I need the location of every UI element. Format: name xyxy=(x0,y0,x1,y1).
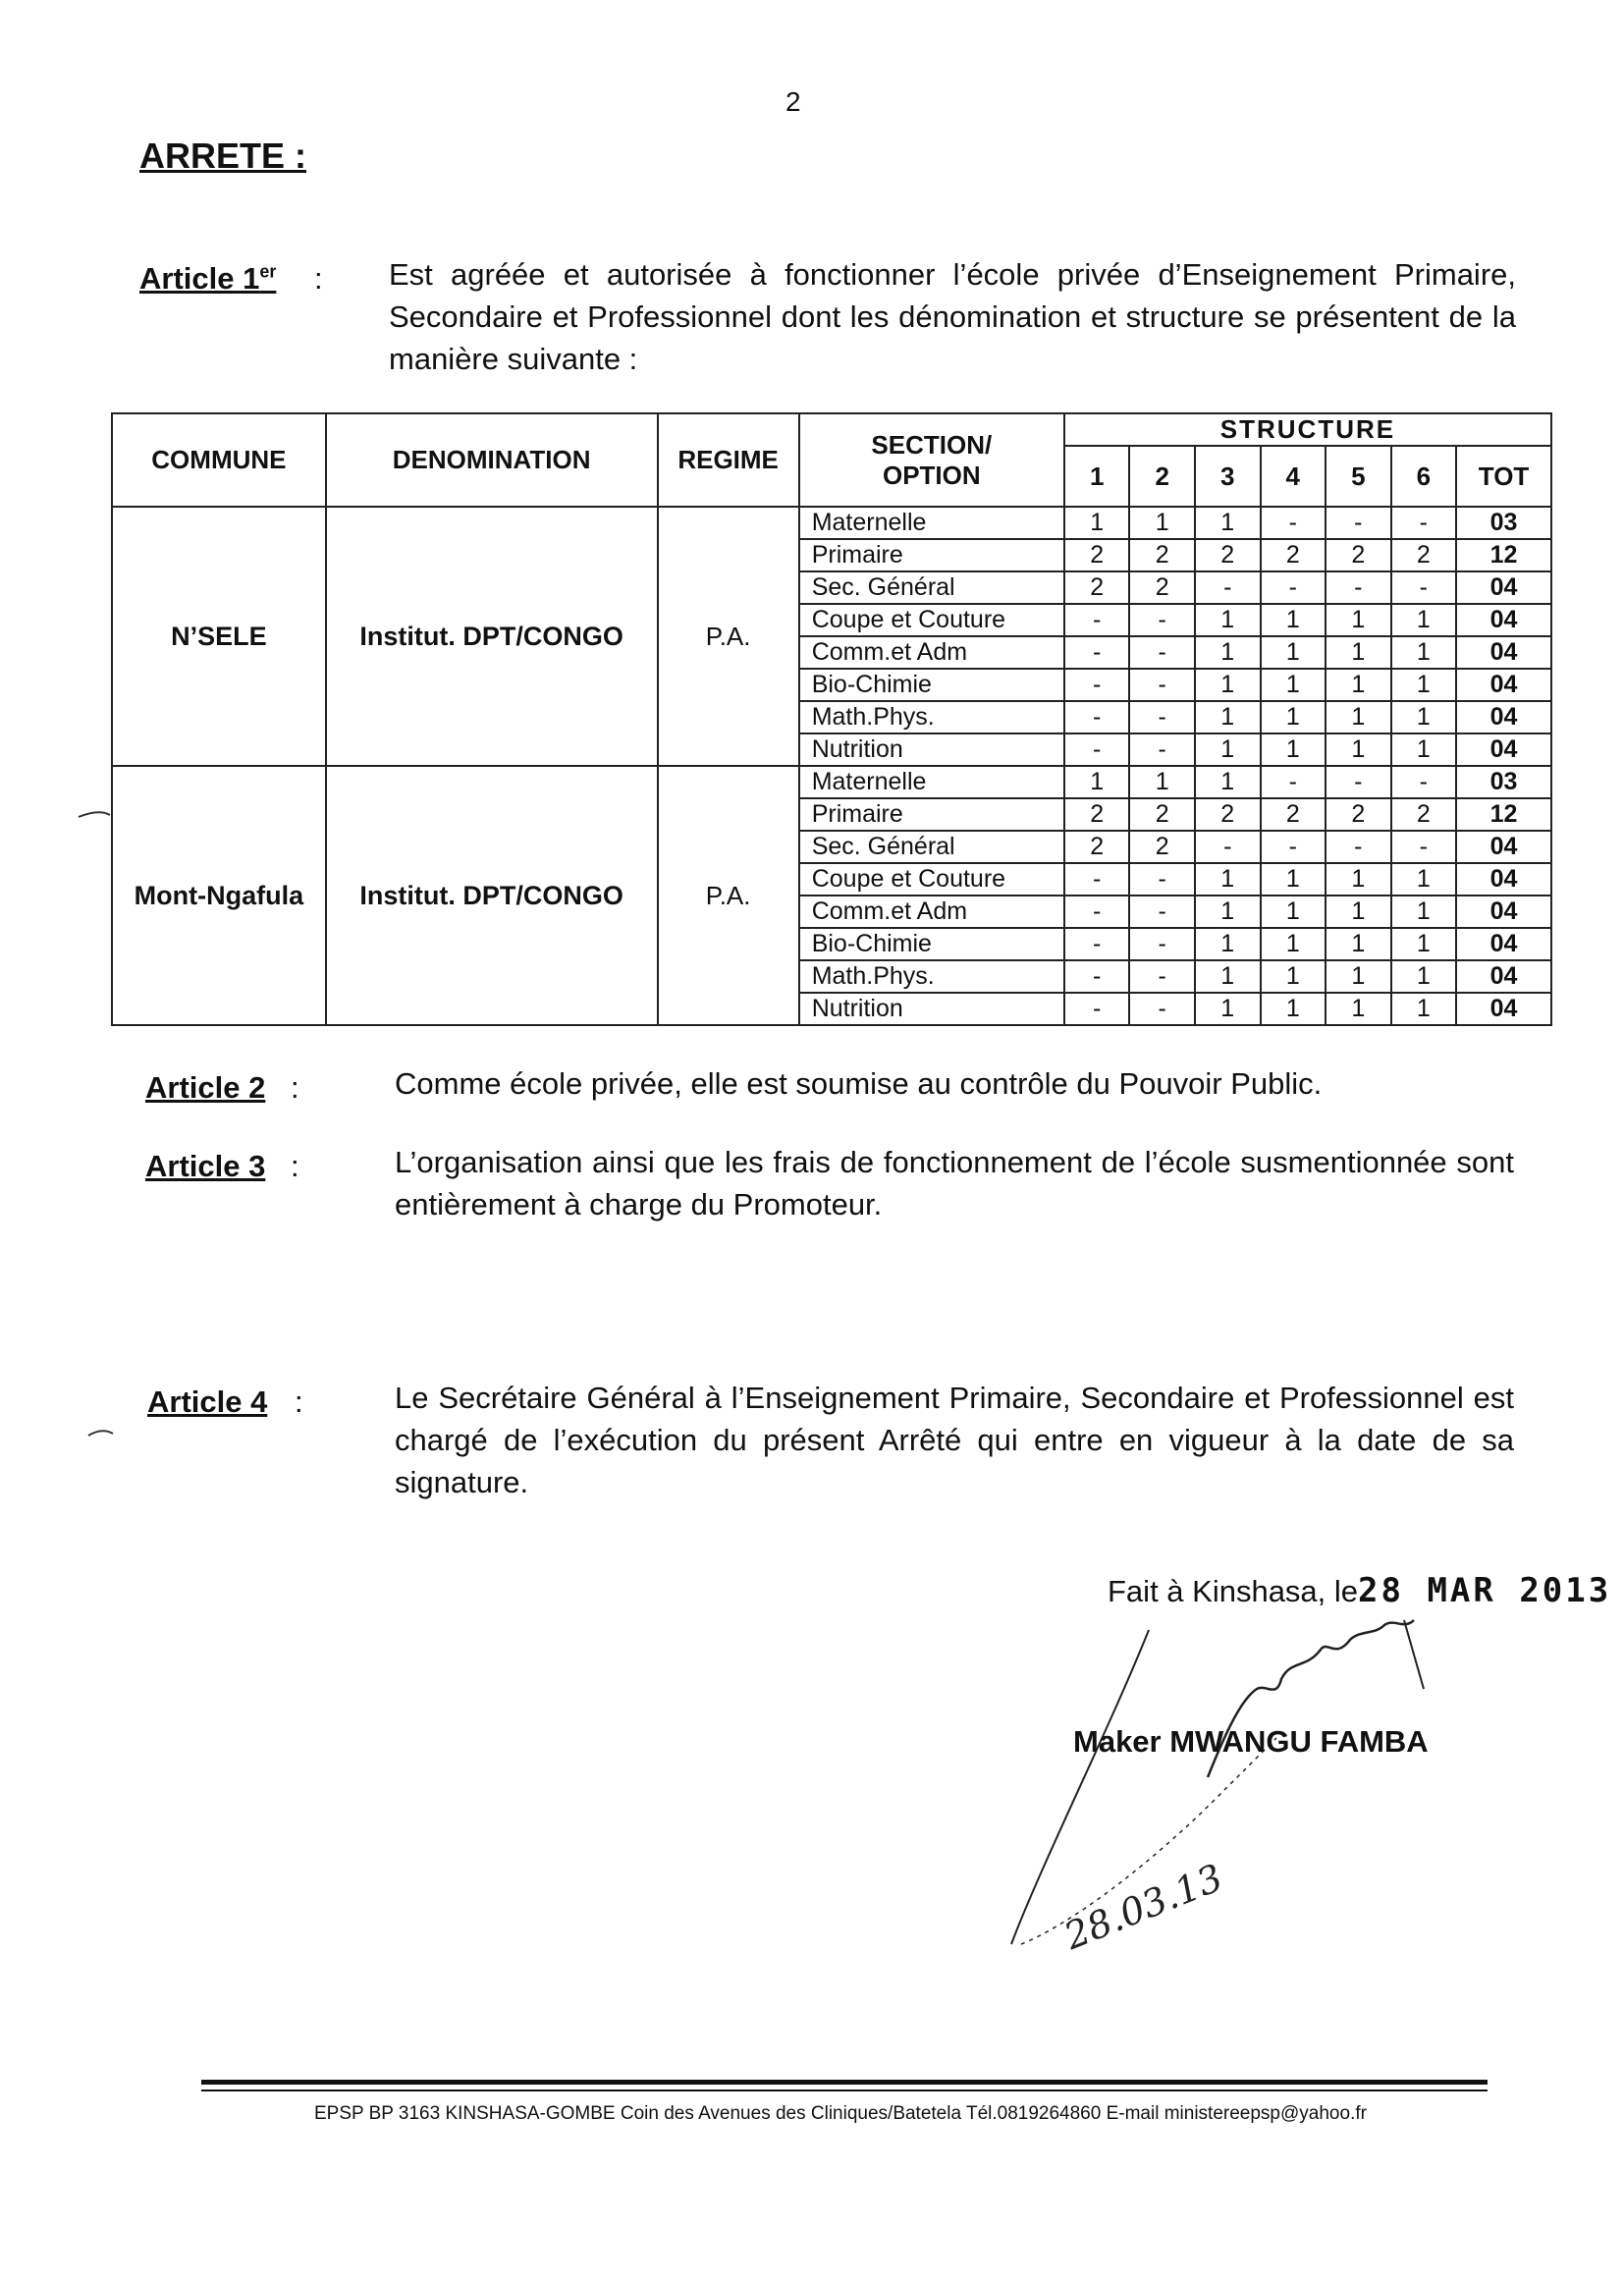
structure-value-cell: 1 xyxy=(1195,669,1261,701)
footer-rule-thin xyxy=(201,2090,1488,2091)
total-cell: 04 xyxy=(1456,831,1551,863)
structure-value-cell: - xyxy=(1064,733,1130,766)
total-cell: 04 xyxy=(1456,701,1551,733)
structure-value-cell: 1 xyxy=(1195,733,1261,766)
page-number: 2 xyxy=(785,86,801,117)
section-option-cell: Bio-Chimie xyxy=(799,669,1064,701)
total-cell: 04 xyxy=(1456,669,1551,701)
section-option-cell: Sec. Général xyxy=(799,571,1064,604)
margin-mark xyxy=(79,812,110,817)
structure-value-cell: 2 xyxy=(1326,539,1391,571)
signature-tick-stroke xyxy=(1404,1620,1424,1689)
article-4-text: Le Secrétaire Général à l’Enseignement Primaire, Secondaire et Professionnel est chargé de l’exécution du présent Arrêté qui entre en vigueur à la date de sa signature. xyxy=(395,1381,1514,1499)
section-option-cell: Primaire xyxy=(799,539,1064,571)
article-4-colon: : xyxy=(295,1384,303,1419)
structure-value-cell: 1 xyxy=(1391,733,1457,766)
article-2-text: Comme école privée, elle est soumise au contrôle du Pouvoir Public. xyxy=(395,1066,1323,1101)
structure-value-cell: 1 xyxy=(1261,701,1326,733)
structure-value-cell: - xyxy=(1064,701,1130,733)
article-3-colon: : xyxy=(291,1149,299,1183)
structure-value-cell: - xyxy=(1064,896,1130,928)
section-option-cell: Primaire xyxy=(799,798,1064,831)
place-and-date xyxy=(1108,1571,1611,1610)
header-col-4: 4 xyxy=(1261,446,1326,507)
structure-value-cell: 1 xyxy=(1326,636,1391,669)
structure-value-cell: 1 xyxy=(1195,766,1261,798)
total-cell: 04 xyxy=(1456,960,1551,993)
section-option-cell: Comm.et Adm xyxy=(799,636,1064,669)
total-cell: 04 xyxy=(1456,636,1551,669)
header-col-2: 2 xyxy=(1129,446,1195,507)
structure-value-cell: 1 xyxy=(1326,993,1391,1025)
structure-value-cell: - xyxy=(1326,571,1391,604)
article-2-colon: : xyxy=(291,1070,299,1105)
structure-value-cell: - xyxy=(1391,571,1457,604)
structure-value-cell: 1 xyxy=(1326,701,1391,733)
article-1-text: Est agréée et autorisée à fonctionner l’école privée d’Enseignement Primaire, Secondaire et Professionnel dont les dénomination et structure se présentent de la manière suivante : xyxy=(389,257,1516,376)
commune-cell: Mont-Ngafula xyxy=(112,766,326,1025)
total-cell: 04 xyxy=(1456,928,1551,960)
section-option-cell: Comm.et Adm xyxy=(799,896,1064,928)
structure-value-cell: 1 xyxy=(1391,669,1457,701)
structure-value-cell: 1 xyxy=(1064,766,1130,798)
section-option-cell: Nutrition xyxy=(799,993,1064,1025)
structure-value-cell: 1 xyxy=(1195,863,1261,896)
structure-value-cell: - xyxy=(1129,896,1195,928)
regime-cell: P.A. xyxy=(658,766,799,1025)
section-option-cell: Sec. Général xyxy=(799,831,1064,863)
structure-value-cell: 1 xyxy=(1195,993,1261,1025)
structure-value-cell: 1 xyxy=(1195,896,1261,928)
structure-value-cell: - xyxy=(1064,993,1130,1025)
structure-value-cell: 2 xyxy=(1391,798,1457,831)
structure-value-cell: 1 xyxy=(1195,960,1261,993)
structure-value-cell: - xyxy=(1326,507,1391,539)
article-3-text: L’organisation ainsi que les frais de fonctionnement de l’école susmentionnée sont entièrement à charge du Promoteur. xyxy=(395,1145,1514,1221)
structure-value-cell: - xyxy=(1129,733,1195,766)
place-prefix: Fait à Kinshasa, le xyxy=(1108,1574,1359,1608)
structure-value-cell: 2 xyxy=(1391,539,1457,571)
structure-value-cell: - xyxy=(1391,766,1457,798)
structure-value-cell: 2 xyxy=(1261,798,1326,831)
structure-value-cell: 1 xyxy=(1261,896,1326,928)
footer-rule xyxy=(201,2080,1488,2085)
structure-value-cell: - xyxy=(1064,928,1130,960)
structure-value-cell: - xyxy=(1195,571,1261,604)
total-cell: 04 xyxy=(1456,604,1551,636)
structure-value-cell: 1 xyxy=(1195,636,1261,669)
total-cell: 04 xyxy=(1456,733,1551,766)
total-cell: 04 xyxy=(1456,571,1551,604)
structure-value-cell: 2 xyxy=(1064,539,1130,571)
structure-value-cell: 1 xyxy=(1391,896,1457,928)
structure-value-cell: - xyxy=(1326,831,1391,863)
header-structure: STRUCTURE xyxy=(1064,413,1551,446)
structure-value-cell: 1 xyxy=(1326,863,1391,896)
structure-value-cell: 1 xyxy=(1261,669,1326,701)
structure-value-cell: - xyxy=(1129,636,1195,669)
footer-address: EPSP BP 3163 KINSHASA-GOMBE Coin des Avenues des Cliniques/Batetela Tél.0819264860 E-mail ministereepsp@yahoo.fr xyxy=(314,2103,1367,2124)
header-col-6: 6 xyxy=(1391,446,1457,507)
header-section-option xyxy=(799,413,1064,507)
section-option-cell: Maternelle xyxy=(799,507,1064,539)
section-option-cell: Maternelle xyxy=(799,766,1064,798)
section-option-cell: Math.Phys. xyxy=(799,960,1064,993)
total-cell: 04 xyxy=(1456,863,1551,896)
structure-value-cell: - xyxy=(1064,604,1130,636)
section-option-cell: Bio-Chimie xyxy=(799,928,1064,960)
total-cell: 03 xyxy=(1456,507,1551,539)
structure-value-cell: 1 xyxy=(1261,928,1326,960)
regime-cell: P.A. xyxy=(658,507,799,766)
structure-value-cell: - xyxy=(1064,636,1130,669)
structure-value-cell: 1 xyxy=(1261,863,1326,896)
header-col-5: 5 xyxy=(1326,446,1391,507)
table-row xyxy=(112,766,1551,798)
structure-value-cell: 2 xyxy=(1195,539,1261,571)
structure-value-cell: 1 xyxy=(1261,604,1326,636)
structure-table-body xyxy=(112,507,1551,1025)
header-col-3: 3 xyxy=(1195,446,1261,507)
structure-value-cell: 1 xyxy=(1195,701,1261,733)
structure-value-cell: 1 xyxy=(1391,604,1457,636)
header-section-line2: OPTION xyxy=(882,460,981,490)
structure-value-cell: - xyxy=(1064,669,1130,701)
structure-value-cell: - xyxy=(1064,863,1130,896)
total-cell: 12 xyxy=(1456,798,1551,831)
margin-mark xyxy=(88,1431,113,1436)
structure-value-cell: 2 xyxy=(1064,571,1130,604)
structure-value-cell: - xyxy=(1129,960,1195,993)
structure-value-cell: 2 xyxy=(1326,798,1391,831)
structure-value-cell: - xyxy=(1129,928,1195,960)
structure-value-cell: 2 xyxy=(1129,571,1195,604)
header-commune: COMMUNE xyxy=(112,413,326,507)
structure-value-cell: 1 xyxy=(1326,669,1391,701)
date-stamp: 28 MAR 2013 xyxy=(1358,1571,1612,1610)
structure-value-cell: 1 xyxy=(1261,733,1326,766)
structure-value-cell: 1 xyxy=(1391,928,1457,960)
structure-value-cell: 2 xyxy=(1261,539,1326,571)
structure-value-cell: - xyxy=(1195,831,1261,863)
header-regime: REGIME xyxy=(658,413,799,507)
structure-value-cell: - xyxy=(1261,766,1326,798)
total-cell: 12 xyxy=(1456,539,1551,571)
structure-value-cell: 1 xyxy=(1326,733,1391,766)
structure-value-cell: - xyxy=(1326,766,1391,798)
denomination-cell: Institut. DPT/CONGO xyxy=(326,766,658,1025)
article-2-label: Article 2 xyxy=(145,1070,266,1105)
handwritten-date: 28.03.13 xyxy=(1057,1855,1229,1959)
structure-value-cell: 1 xyxy=(1261,993,1326,1025)
section-option-cell: Math.Phys. xyxy=(799,701,1064,733)
structure-value-cell: 1 xyxy=(1195,507,1261,539)
total-cell: 04 xyxy=(1456,896,1551,928)
structure-value-cell: 2 xyxy=(1064,798,1130,831)
article-4-label: Article 4 xyxy=(147,1384,268,1419)
structure-value-cell: 1 xyxy=(1195,928,1261,960)
structure-value-cell: 1 xyxy=(1064,507,1130,539)
structure-value-cell: 1 xyxy=(1326,604,1391,636)
commune-cell: N’SELE xyxy=(112,507,326,766)
total-cell: 04 xyxy=(1456,993,1551,1025)
structure-value-cell: 1 xyxy=(1195,604,1261,636)
structure-value-cell: 2 xyxy=(1195,798,1261,831)
structure-value-cell: - xyxy=(1129,863,1195,896)
header-section-line1: SECTION/ xyxy=(871,429,993,460)
structure-value-cell: 1 xyxy=(1129,766,1195,798)
header-col-1: 1 xyxy=(1064,446,1130,507)
article-3-label: Article 3 xyxy=(145,1149,266,1183)
structure-value-cell: 2 xyxy=(1129,831,1195,863)
section-option-cell: Coupe et Couture xyxy=(799,604,1064,636)
header-denomination: DENOMINATION xyxy=(326,413,658,507)
structure-value-cell: 2 xyxy=(1129,539,1195,571)
structure-value-cell: - xyxy=(1129,669,1195,701)
structure-value-cell: 2 xyxy=(1129,798,1195,831)
structure-value-cell: 1 xyxy=(1391,993,1457,1025)
structure-value-cell: - xyxy=(1129,993,1195,1025)
section-option-cell: Coupe et Couture xyxy=(799,863,1064,896)
structure-value-cell: - xyxy=(1129,701,1195,733)
structure-value-cell: - xyxy=(1064,960,1130,993)
structure-value-cell: 1 xyxy=(1391,863,1457,896)
total-cell: 03 xyxy=(1456,766,1551,798)
structure-value-cell: 1 xyxy=(1391,960,1457,993)
table-row xyxy=(112,507,1551,539)
structure-value-cell: 1 xyxy=(1326,928,1391,960)
structure-value-cell: 1 xyxy=(1129,507,1195,539)
document-heading: ARRETE : xyxy=(139,136,306,176)
structure-value-cell: 1 xyxy=(1326,960,1391,993)
structure-value-cell: 1 xyxy=(1261,960,1326,993)
section-option-cell: Nutrition xyxy=(799,733,1064,766)
structure-value-cell: - xyxy=(1261,507,1326,539)
header-col-tot: TOT xyxy=(1456,446,1551,507)
structure-value-cell: - xyxy=(1261,571,1326,604)
structure-value-cell: - xyxy=(1129,604,1195,636)
structure-value-cell: 1 xyxy=(1391,636,1457,669)
article-1-colon: : xyxy=(314,261,323,296)
structure-value-cell: 2 xyxy=(1064,831,1130,863)
article-1-label: Article 1er xyxy=(139,261,277,296)
signer-name: Maker MWANGU FAMBA xyxy=(1073,1724,1429,1759)
structure-value-cell: 1 xyxy=(1391,701,1457,733)
denomination-cell: Institut. DPT/CONGO xyxy=(326,507,658,766)
structure-value-cell: 1 xyxy=(1326,896,1391,928)
structure-value-cell: - xyxy=(1391,507,1457,539)
structure-value-cell: 1 xyxy=(1261,636,1326,669)
structure-table xyxy=(111,412,1552,1026)
structure-value-cell: - xyxy=(1391,831,1457,863)
structure-value-cell: - xyxy=(1261,831,1326,863)
